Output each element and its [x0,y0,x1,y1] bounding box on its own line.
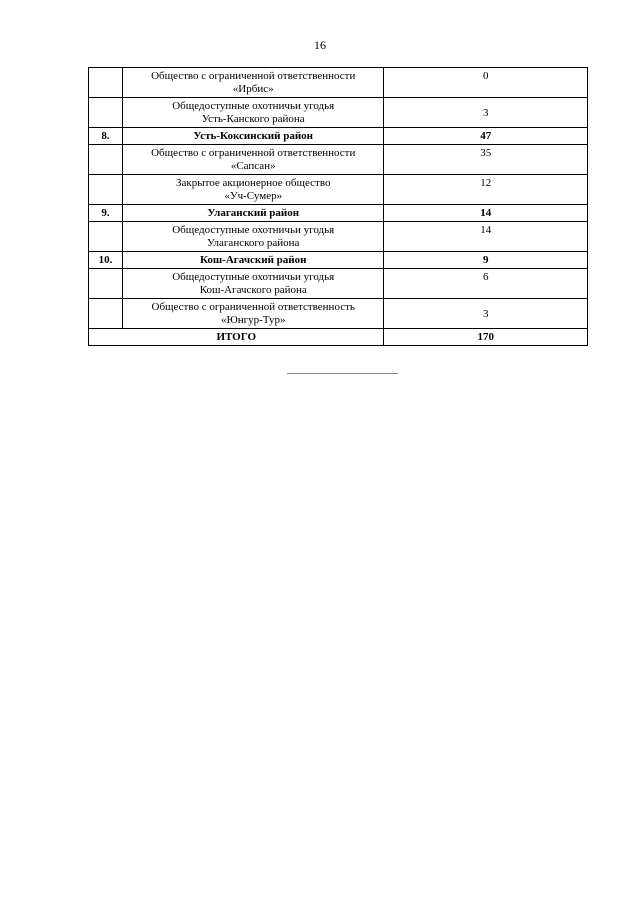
row-name [122,222,384,252]
row-name-line: Общедоступные охотничьи угодья [172,100,335,112]
row-number [89,145,123,175]
row-value: 0 [384,68,588,98]
row-name [122,98,384,128]
row-name-line: Усть-Канского района [201,113,305,125]
table-row [89,269,588,299]
row-name-line: Улаганского района [207,237,300,249]
row-value: 6 [384,269,588,299]
table-row [89,175,588,205]
row-name-line: Общедоступные охотничьи угодья [172,271,335,283]
table-row [89,299,588,329]
row-name-line: «Юнгур-Тур» [220,314,286,326]
row-number [89,98,123,128]
district-name: Кош-Агачский район [122,252,384,269]
row-number: 10. [89,252,123,269]
district-total: 47 [384,128,588,145]
table-row [89,145,588,175]
district-row [89,128,588,145]
row-number [89,269,123,299]
row-name-line: «Ирбис» [232,83,274,95]
page-number: 16 [314,38,326,52]
district-name: Улаганский район [122,205,384,222]
row-value: 14 [384,222,588,252]
row-value: 3 [384,98,588,128]
district-total: 14 [384,205,588,222]
row-number [89,68,123,98]
row-name [122,299,384,329]
row-number [89,175,123,205]
total-value: 170 [384,329,588,346]
total-row [89,329,588,346]
district-row [89,205,588,222]
row-name-line: Общество с ограниченной ответственность [151,301,355,313]
row-number [89,299,123,329]
row-name-line: Общество с ограниченной ответственности [151,147,356,159]
row-name-line: «Сапсан» [230,160,276,172]
district-total: 9 [384,252,588,269]
row-name [122,68,384,98]
row-value: 12 [384,175,588,205]
row-number: 8. [89,128,123,145]
row-name [122,145,384,175]
row-name-line: Закрытое акционерное общество [175,177,331,189]
total-label: ИТОГО [89,329,384,346]
row-name-line: «Уч-Сумер» [224,190,283,202]
table-row [89,68,588,98]
district-row [89,252,588,269]
table-row [89,98,588,128]
row-value: 3 [384,299,588,329]
row-name-line: Общедоступные охотничьи угодья [172,224,335,236]
row-name-line: Общество с ограниченной ответственности [151,70,356,82]
row-value: 35 [384,145,588,175]
table-row [89,222,588,252]
row-name [122,175,384,205]
row-number: 9. [89,205,123,222]
row-name-line: Кош-Агачского района [199,284,307,296]
allocation-table [88,67,588,346]
end-divider [287,373,398,374]
district-name: Усть-Коксинский район [122,128,384,145]
row-name [122,269,384,299]
row-number [89,222,123,252]
